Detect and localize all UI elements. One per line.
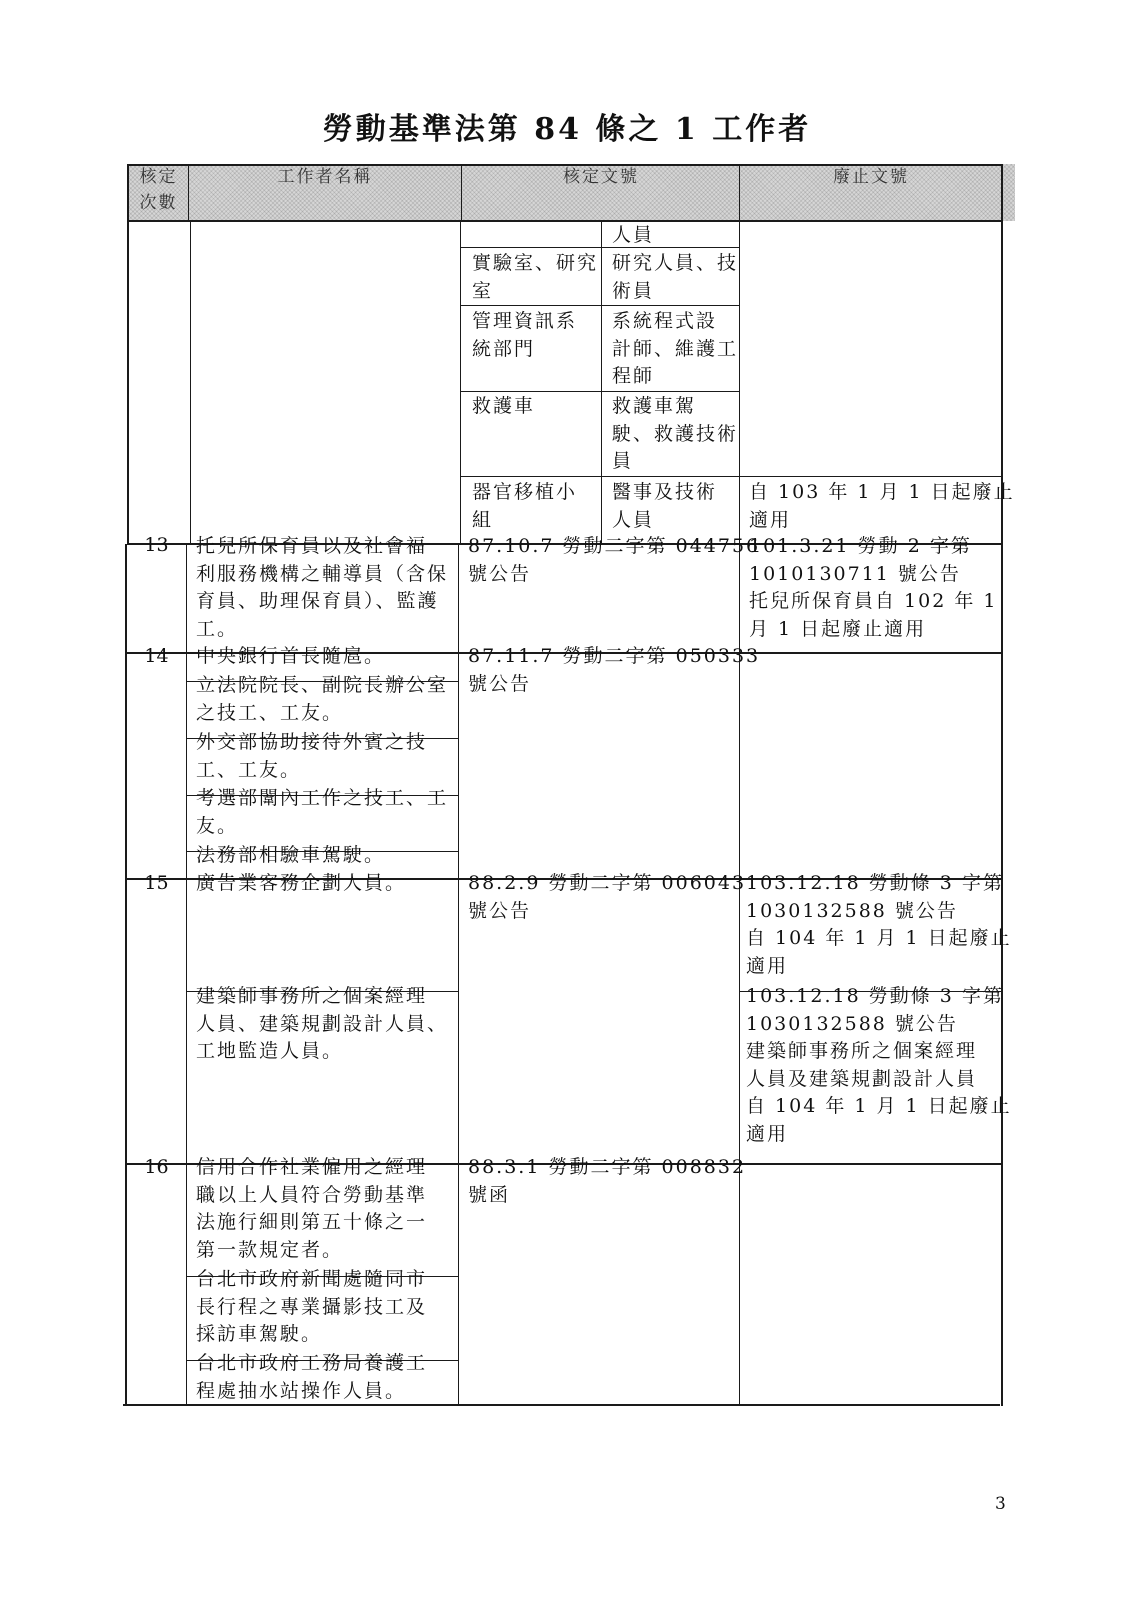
row13-approval: 87.10.7 勞動二字第 044756 號公告 bbox=[468, 535, 761, 585]
row13-num: 13 bbox=[144, 534, 169, 556]
row16-name-3: 台北市政府工務局養護工 程處抽水站操作人員。 bbox=[196, 1352, 428, 1402]
row14-num: 14 bbox=[144, 645, 169, 667]
row16-approval: 88.3.1 勞動二字第 008832 號函 bbox=[468, 1156, 747, 1206]
row15-abolish-1: 103.12.18 勞動條 3 字第 1030132588 號公告 自 104 年 1 月 1 日起廢止 適用 bbox=[746, 872, 1012, 977]
cont-dept3-role: 系統程式設 計師、維護工 程師 bbox=[612, 310, 739, 387]
header-approval: 核定文號 bbox=[563, 167, 639, 187]
cont-dept1-role: 人員 bbox=[612, 224, 655, 246]
row14-name-4: 考選部闈內工作之技工、工 友。 bbox=[196, 787, 449, 837]
row15-num: 15 bbox=[144, 872, 169, 894]
row14-name-5: 法務部相驗車駕駛。 bbox=[196, 844, 386, 866]
row15-abolish-2: 103.12.18 勞動條 3 字第 1030132588 號公告 建築師事務所之個案經理 人員及建築規劃設計人員 自 104 年 1 月 1 日起廢止 適用 bbox=[746, 985, 1012, 1145]
row16-num: 16 bbox=[144, 1156, 169, 1178]
row14-name-3: 外交部協助接待外賓之技 工、工友。 bbox=[196, 731, 428, 781]
row15-name-1: 廣告業客務企劃人員。 bbox=[196, 872, 407, 894]
row14-approval: 87.11.7 勞動二字第 050333 號公告 bbox=[468, 645, 761, 695]
cont-dept2-role: 研究人員、技 術員 bbox=[612, 252, 739, 302]
header-name: 工作者名稱 bbox=[277, 167, 373, 187]
row13-abolish: 101.3.21 勞動 2 字第 1010130711 號公告 托兒所保育員自 102 年 1 月 1 日起廢止適用 bbox=[749, 535, 998, 640]
cont-dept2: 實驗室、研究 室 bbox=[472, 252, 599, 302]
row14-name-2: 立法院院長、副院長辦公室 之技工、工友。 bbox=[196, 674, 449, 724]
cont-dept3: 管理資訊系 統部門 bbox=[472, 310, 578, 360]
row14-name-1: 中央銀行首長隨扈。 bbox=[196, 645, 386, 667]
row16-name-2: 台北市政府新聞處隨同市 長行程之專業攝影技工及 採訪車駕駛。 bbox=[196, 1268, 428, 1345]
cont-dept5-role: 醫事及技術 人員 bbox=[612, 481, 718, 531]
cont-dept4: 救護車 bbox=[472, 395, 536, 417]
cont-dept4-role: 救護車駕 駛、救護技術 員 bbox=[612, 395, 739, 472]
page-number: 3 bbox=[995, 1494, 1006, 1514]
row15-approval: 88.2.9 勞動二字第 006043 號公告 bbox=[468, 872, 747, 922]
row15-name-2: 建築師事務所之個案經理 人員、建築規劃設計人員、 工地監造人員。 bbox=[196, 985, 449, 1062]
document-title: 勞動基準法第 84 條之 1 工作者 bbox=[322, 112, 812, 147]
header-abolish: 廢止文號 bbox=[833, 167, 909, 187]
header-count: 核定 次數 bbox=[139, 167, 178, 213]
row13-name: 托兒所保育員以及社會福 利服務機構之輔導員（含保 育員、助理保育員）、監護 工。 bbox=[196, 535, 449, 640]
cont-dept5-abolish: 自 103 年 1 月 1 日起廢止 適用 bbox=[749, 481, 1015, 531]
row16-name-1: 信用合作社業僱用之經理 職以上人員符合勞動基準 法施行細則第五十條之一 第一款規定者。 bbox=[196, 1156, 428, 1261]
cont-dept5: 器官移植小 組 bbox=[472, 481, 578, 531]
